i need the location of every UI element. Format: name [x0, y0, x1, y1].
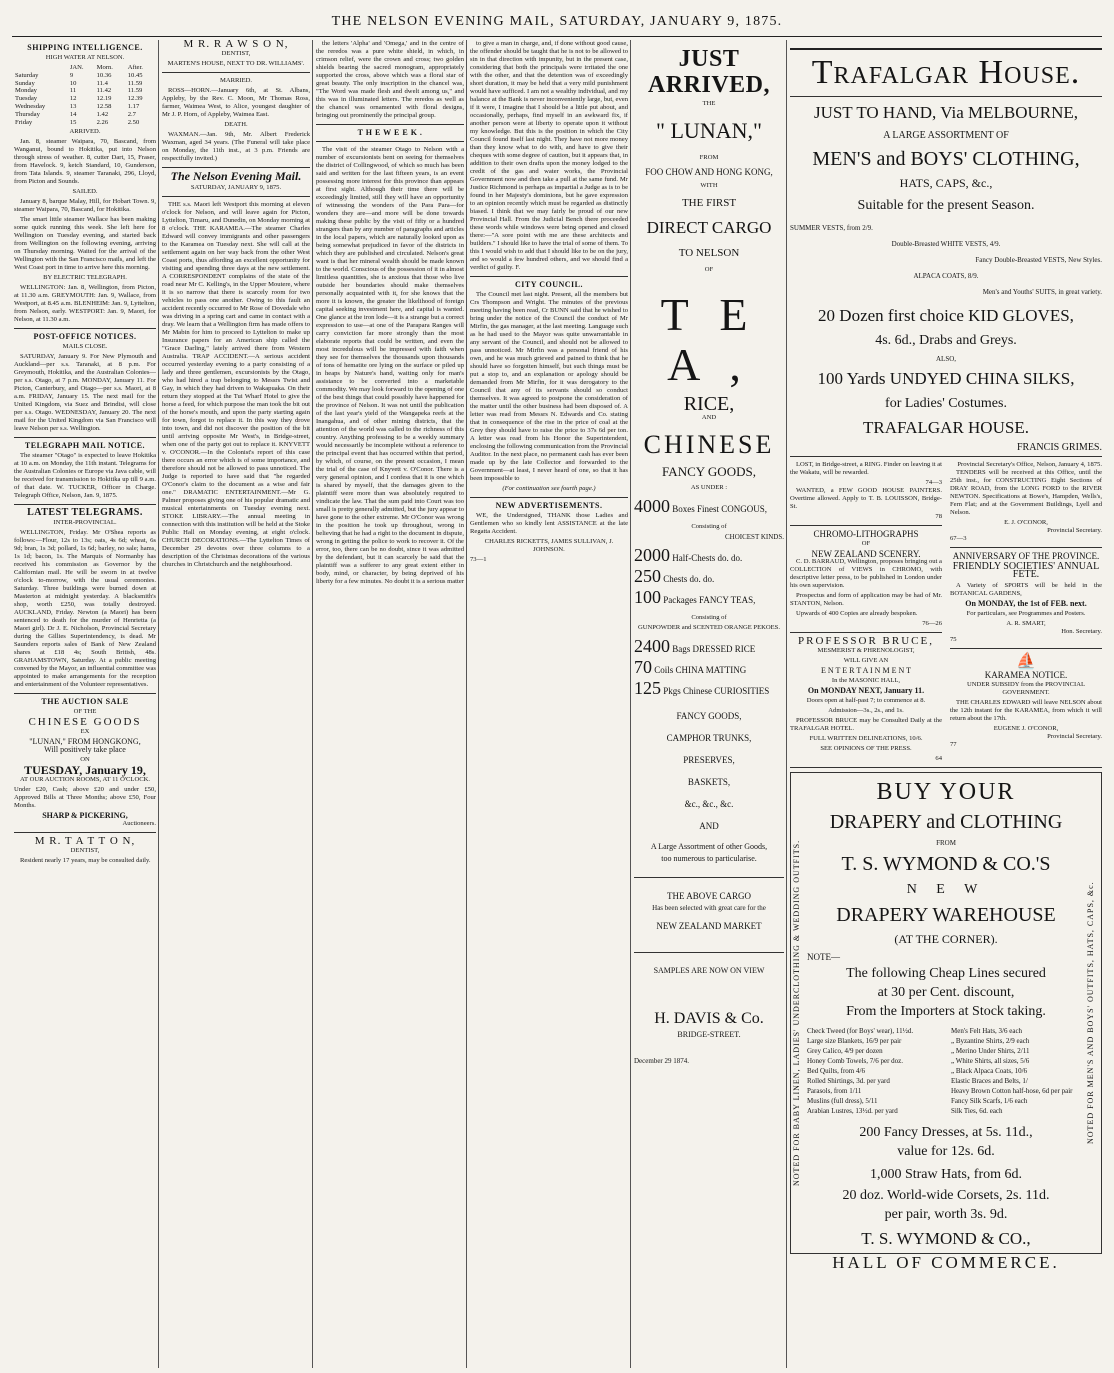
divider — [790, 96, 1102, 97]
thanks-signers: CHARLES RICKETTS, JAMES SULLIVAN, J. JOHNSON. — [484, 538, 614, 553]
column-shipping — [14, 40, 156, 1368]
city-council-heading: CITY COUNCIL. — [515, 280, 583, 289]
table-row: Sunday 10 11.4 11.59 — [15, 79, 143, 87]
wymond-list-right: Men's Felt Hats, 3/6 each „ Byzantine Shirts, 2/9 each „ Merino Under Shirts, 2/11 „ White Shirts, all sizes, 5/6 „ Black Alpaca Coats, 10/6 Elastic Braces and Belts, 1/ Heavy Brown Cotton half-hose, 6d per pair Fancy Silk Scarfs, 1/6 each Silk Ties, 6d. each — [951, 1027, 1073, 1115]
wymond-price-lists — [807, 1026, 1085, 1116]
chinese-heading: CHINESE — [643, 430, 775, 459]
latest-telegrams-heading: LATEST TELEGRAMS. — [27, 507, 143, 519]
column-local-news — [162, 40, 310, 1368]
sailed-heading: SAILED. — [72, 188, 98, 196]
column-city-council — [470, 40, 628, 1368]
shipping-heading: SHIPPING INTELLIGENCE. — [27, 43, 143, 52]
divider — [14, 693, 156, 694]
column-rule — [630, 40, 631, 1368]
married-heading: MARRIED. — [219, 77, 253, 84]
table-row: Saturday 9 10.36 10.45 — [15, 71, 143, 79]
high-water-heading: HIGH WATER AT NELSON. — [45, 54, 125, 61]
davis-firm-name: H. DAVIS & Co. — [654, 1010, 764, 1027]
masthead-rule — [12, 36, 1102, 37]
telegraph-heading: BY ELECTRIC TELEGRAPH. — [43, 274, 127, 282]
the-week-heading: T H E W E E K . — [357, 128, 423, 137]
direct-cargo-heading: DIRECT CARGO — [646, 218, 772, 237]
cargo-line: 2000 Half-Chests do. do. — [634, 545, 743, 565]
divider — [162, 72, 310, 73]
divider — [14, 832, 156, 833]
divider — [14, 328, 156, 329]
telegraph-text: WELLINGTON: Jan. 8, Wellington, from Picton, at 11.30 a.m. GREYMOUTH: Jan. 9, Wallace, from Westport, at 8.45 a.m. BLENHEIM: Jan. 9, Lyttelton, from Nelson, early. WESTPORT: Jan. 9, Maori, for Nelson, at 11.30 a.m. — [14, 284, 156, 324]
divider — [634, 877, 784, 878]
column-rule — [312, 40, 313, 1368]
small-ads-left: LOST, in Bridge-street, a RING. Finder on leaving it at the Wakatu, will be rewarded. 74—3 WANTED, a FEW GOOD HOUSE PAINTERS. Overtime allowed. Apply to T. B. LOUISSON, Bridge-St. 78 CHROMO-LITHOGRAPHS OF NEW ZEALAND SCENERY. C. D. BARRAUD, Wellington, proposes bringing out a COLLECTION of VIEWS in CHROMO, with descriptive letter press, to be published in London under his own supervision. Prospectus and form of application may be had of Mr. STANTON, Nelson. Upwards of 400 Copies are already bespoken. 76—26 PROFESSOR BRUCE, MESMERIST & PHRENOLOGIST, WILL GIVE AN E N T E R T A I N M E N T In the MASONIC HALL, On MONDAY NEXT, January 11. Doors open at half-past 7; to commence at 8. Admission—3s., 2s., and 1s. PROFESSOR BRUCE may be Consulted Daily at the TRAFALGAR HOTEL. FULL WRITTEN DELINEATIONS, 10/6. SEE OPINIONS OF THE PRESS. 64 — [790, 461, 943, 762]
wymond-side-text-left: NOTED FOR BABY LINEN, LADIES' UNDERCLOTHING & WEDDING OUTFITS. — [792, 839, 801, 1187]
the-week-text: The visit of the steamer Otago to Nelson with a number of excursionists bent on seeing for themselves the district of Collingwood, of which so much has been said and written for the last fifteen years, is an event possessing more interest for this province than appears at first sight. Although their time there will be exceedingly limited, still they will have an opportunity of witnessing the wonders of the Para Para—for wonders they are—and more will be done towards making these public by the visit of fifty or a hundred strangers than by any number of paragraphs and articles in the local papers, which are naturally looked upon as being somewhat prejudiced in favor of the districts in which they are published and circulated. Nelson's great want is that her mineral wealth should be made known to the world. Conscious of the possession of it in almost limitless quantities, she is anxious that those who live outside her boundaries should make themselves personally acquainted with it, for she knows that the more it is known, the greater the likelihood of foreign capital seeking investment here, and capital is wanted. One glance at the iron lode—it is a strange but a correct expression to use—at one of the Parapara Ranges will carry conviction far more strongly than the most elaborate reports that could be written, and even the most incredulous will be impressed with faith when they see for themselves the thousands upon thousands of tons of hematite ore lying on the surface or piled up in heaps by Nature's hand, waiting only for man's assistance to be converted into a marketable commodity. We may look forward to the opening of one of the best things that could possibly have happened for the province of Nelson. It was not until the publication of the last year's yield of the Wangapeka reefs at the Inangahua, and of other mining districts, that the attention of the world was called to the richness of this country. Anything professing to be a weekly summary would necessarily be incomplete without a reference to the principal event that has occurred within that period, by which, of course, on the present occasion, I mean the trial of the case of Knyvett v. O'Conor. There is a very general opinion, and I confess that it is one which is shared by myself, that the damages given to the plaintiff were more than was absolutely required to vindicate the law. That the sum paid into Court was too small is pretty generally admitted, but the jury appear to have gone to the other extreme. Mr O'Conor was wrong in the position he took up throughout, wrong in believing that he had a right to the document in dispute, wrong in getting the police to work to recover it. Of the error, too, there can be no doubt, since it was admitted by the defendant, but it can scarcely be said that the plaintiff was a sufferer to any great extent either in body, mind, or character, by being deprived of his liberty for a few minutes. No doubt it is a serious matter — [316, 146, 464, 585]
just-arrived-heading: JUST ARRIVED, — [647, 46, 770, 98]
thanks-ref: 73—1 — [470, 556, 487, 563]
divider — [470, 497, 628, 498]
table-row: Tuesday 12 12.19 12.39 — [15, 95, 143, 103]
thanks-notice: WE, the Undersigned, THANK those Ladies and Gentlemen who so kindly lent ASSISTANCE at the late Regatta Accident. — [470, 512, 628, 535]
post-office-heading: POST-OFFICE NOTICES. — [33, 332, 137, 342]
column-the-week — [316, 40, 464, 1368]
masthead — [0, 0, 1114, 40]
column-trafalgar-wymond: Trafalgar House. JUST TO HAND, Via MELBOURNE, A LARGE ASSORTMENT OF MEN'S and BOYS' CLOTHING, HATS, CAPS, &c., Suitable for the present Season. SUMMER VESTS, from 2/9. Double-Breasted WHITE VESTS, 4/9. Fancy Double-Breasted VESTS, New Styles. ALPACA COATS, 8/9. Men's and Youths' SUITS, in great variety. 20 Dozen first choice KID GLOVES, 4s. 6d., Drabs and Greys. ALSO, 100 Yards UNDYED CHINA SILKS, for Ladies' Costumes. TRAFALGAR HOUSE. FRANCIS GRIMES. LOST, in Bridge-street, a RING. Finder on leaving it at the Wakatu, will be rewarded. 74—3 WANTED, a FEW GOOD HOUSE PAINTERS. Overtime allowed. Apply to T. B. LOUISSON, Bridge-St. 78 CHROMO-LITHOGRAPHS OF NEW ZEALAND SCENERY. C. D. BARRAUD, Wellington, proposes bringing out a COLLECTION of VIEWS in CHROMO, with descriptive letter press, to be published in London under his own supervision. Prospectus and form of application may be had of Mr. STANTON, Nelson. Upwards of 400 Copies are already bespoken. 76—26 PROFESSOR BRUCE, MESMERIST & PHRENOLOGIST, WILL GIVE AN E N T E R T A I N M E N T In the MASONIC HALL, On MONDAY NEXT, January 11. Doors open at half-past 7; to commence at 8. Admission—3s., 2s., and 1s. PROFESSOR BRUCE may be Consulted Daily at the TRAFALGAR HOTEL. FULL WRITTEN DELINEATIONS, 10/6. SEE OPINIONS OF THE PRESS. 64 Provincial Secretary's Office, Nelson, January 4, 1875. TENDERS will be received at this Office, until the 25th inst., for CONSTRUCTING Eight Sections of DRAY ROAD, from the LONG FORD to the RIVER NEWTON. Specifications at Bowe's, Hampden, Wells's, Fern Flat; and at the Government Buildings, Lyell and Nelson. E. J. O'CONOR, Provincial Secretary. 67—3 ANNIVERSARY OF THE PROVINCE. FRIENDLY SOCIETIES' ANNUAL FETE. A Variety of SPORTS will be held in the BOTANICAL GARDENS, On MONDAY, the 1st of FEB. next. For particulars, see Programmes and Posters. A. R. SMART, Hon. Secretary. 75 ⛵ KARAMEA NOTICE. UNDER SUBSIDY from the PROVINCIAL GOVERNMENT. THE CHARLES EDWARD will leave NELSON about the 12th instant for the KARAMEA, from which it will return about the 17th. EUGENE J. O'CONOR, Provincial Secretary. 77 NOTED FOR BABY LINEN, LADIES' UNDERCLOTHING & WEDDING OUTFITS. NOTED FOR MEN'S AND BOYS' OUTFITS, HATS, CAPS, &c. BUY YOUR DRAPERY and CLOTHING FROM T. S. WYMOND & CO.'S N E W DRAPERY WAREHOUSE (AT THE CORNER). NOTE— The following Cheap Lines secured at 30 per Cent. discount, From the Importers at Stock taking. Check Tweed (for Boys' wear), 11½d. Large size Blankets, 16/9 per pair Grey Calico, 4/9 per dozen Honey Comb Towels, 7/6 per doz. Bed Quilts, from 4/6 Rolled Shirtings, 3d. per yard Parasols, from 1/11 Muslins (full dress), 5/11 Arabian Lustres, 13½d. per yard Men's Felt Hats, 3/6 each „ Byzantine Shirts, 2/9 each „ Merino Under Shirts, 2/11 „ White Shirts, all sizes, 5/6 „ Black Alpaca Coats, 10/6 Elastic Braces and Belts, 1/ Heavy Brown Cotton half-hose, 6d per pair Fancy Silk Scarfs, 1/6 each Silk Ties, 6d. each 200 Fancy Dresses, at 5s. 11d., value for 12s. 6d. 1,000 Straw Hats, from 6d. 20 doz. World-wide Corsets, 2s. 11d. per pair, worth 3s. 9d. T. S. WYMOND & CO., HALL OF COMMERCE. — [790, 40, 1102, 1368]
new-advertisements-heading: NEW ADVERTISEMENTS. — [495, 501, 603, 510]
wymond-firm-name: T. S. WYMOND & CO., — [861, 1229, 1031, 1248]
mens-boys-clothing: MEN'S and BOYS' CLOTHING, — [812, 148, 1080, 170]
church-decorations-continued: the letters 'Alpha' and 'Omega,' and in the centre of the reredos was a pure white shield, in which, in crimson relief, were the crown and cross; two golden shields bearing the sacred monogram, appropriately supported the cross, above which was a floral star of great beauty. The only inscription in the chancel was, "The Word was made flesh and dwelt among us," and this was in illuminated letters. The reredos as well as the chancel was ornamented with floral designs, bringing out prominently the principal group. — [316, 40, 464, 119]
ship-icon: ⛵ — [1016, 653, 1036, 670]
divider — [316, 141, 464, 142]
telegraph-mail-heading: TELEGRAPH MAIL NOTICE. — [24, 441, 146, 451]
table-row: Wednesday 13 12.58 1.17 — [15, 102, 140, 110]
inter-provincial-heading: INTER-PROVINCIAL. — [53, 519, 117, 527]
cargo-line: 4000 Boxes Finest CONGOUS, — [634, 496, 768, 516]
column-rule — [158, 40, 159, 1368]
divider — [790, 456, 1102, 457]
cargo-line: 250 Chests do. do. — [634, 566, 715, 586]
the-week-continued: to give a man in charge, and, if done without good cause, the offender should be taught that he is not to be allowed to sin in that direction with impunity, but in the present case, considering that both the principals were irritated the one with the other, and that the detention was of exceedingly short duration, it may be held that a very mild punishment would have sufficed. I am not a wealthy individual, and my balance at the Bank is never inconveniently large, but, even if it were, I imagine that I should be a little put about, and occasionally, perhaps, find myself in an awkward fix, if another person were at liberty to operate upon it without my knowledge. But this is the position in which the City Council found itself last night. They have not more money than they know what to do with, and have to give their cheques with some degree of caution, but it appears that, in addition to their own drafts upon the money lodged to the credit of the gas and water works, the Provincial Government now and then take a pull at the same fund. Mr Justice Richmond is perhaps as impartial a Judge as is to be found in her Majesty's dominions, but he gave expression to an opinion recently which must be regarded as distinctly biased. I think that we may fairly be proud of our new Provincial Hall. From the Judicial Bench there proceeded these words while windows were being opened and closed there:—"A sore point with me are these architects and builders." I should like to have the trial of some of them. To this I would wish to add that I should like to be on the jury, and so would a few hundred others, and we should find a verdict of guilty. F. — [470, 40, 628, 271]
cargo-line: 100 Packages FANCY TEAS, — [634, 587, 756, 607]
wymond-name: T. S. WYMOND & CO.'S — [841, 853, 1051, 875]
wymond-side-text-right: NOTED FOR MEN'S AND BOYS' OUTFITS, HATS, CAPS, &c. — [1086, 881, 1095, 1145]
divider — [162, 167, 310, 168]
cargo-line: 2400 Bags DRESSED RICE — [634, 636, 756, 656]
death-notice: WAXMAN.—Jan. 9th, Mr. Albert Frederick Waxman, aged 34 years. (The Funeral will take place on Monday, the 11th inst., at 3 p.m. Friends are respectfully invited.) — [162, 131, 310, 162]
wymond-list-left: Check Tweed (for Boys' wear), 11½d. Large size Blankets, 16/9 per pair Grey Calico, 4/9 per dozen Honey Comb Towels, 7/6 per doz. Bed Quilts, from 4/6 Rolled Shirtings, 3d. per yard Parasols, from 1/11 Muslins (full dress), 5/11 Arabian Lustres, 13½d. per yard — [807, 1027, 914, 1115]
wallace-paragraph: The smart little steamer Wallace has been making some quick running this week. She left here for Wellington on Tuesday evening, and started back from Wellington on the following evening, arriving on Thursday morning. Waited for the arrival of the Wellington with the San Francisco mails, and left the West Coast port in time to arrive here this morning. — [14, 216, 156, 272]
column-lunan-ad: JUST ARRIVED, THE " LUNAN," FROM FOO CHOW AND HONG KONG, WITH THE FIRST DIRECT CARGO TO NELSON OF T E A , RICE, AND CHINESE FANCY GOODS, AS UNDER : 4000 Boxes Finest CONGOUS, Consisting of CHOICEST KINDS. 2000 Half-Chests do. do. 250 Chests do. do. 100 Packages FANCY TEAS, Consisting of GUNPOWDER and SCENTED ORANGE PEKOES. 2400 Bags DRESSED RICE 70 Coils CHINA MATTING 125 Pkgs Chinese CURIOSITIES FANCY GOODS, CAMPHOR TRUNKS, PRESERVES, BASKETS, &c., &c., &c. AND A Large Assortment of other Goods, too numerous to particularise. THE ABOVE CARGO Has been selected with great care for the NEW ZEALAND MARKET SAMPLES ARE NOW ON VIEW H. DAVIS & Co. BRIDGE-STREET. December 29 1874. — [634, 46, 784, 1065]
telegraph-mail-text: The steamer "Otago" is expected to leave Hokitika at 10 a.m. on Monday, the 11th instant. Telegrams for the Australian Colonies or Europe via Java cable, will be received for transmission to Hokitika up till 9 a.m. of that date. W. TUCKER, Officer in Charge. Telegraph Office, Nelson, Jan. 9, 1875. — [14, 452, 156, 500]
cargo-line: 70 Coils CHINA MATTING — [634, 657, 747, 677]
divider — [162, 196, 310, 197]
table-row: Friday 15 2.26 2.50 — [15, 118, 140, 126]
divider — [790, 767, 1102, 768]
local-news-text: THE s.s. Maori left Westport this morning at eleven o'clock for Nelson, and will leave again for Picton, Lyttelton, Timaru, and Dunedin, on Monday morning at 8 o'clock. THE KARAMEA.—The steamer Charles Edward will convey immigrants and other passengers to the Karamea on Tuesday next. She will call at the settlement again on her way back from the other West Coast ports, thus affording an excellent opportunity for visiting and spending three days at the new settlement. A CORRESPONDENT complains of the state of the road near Mr C. Kelling's, in the Upper Moutere, where it is so narrow that there is scarcely room for two vehicles to pass one another. Owing to this fault an accident recently occurred to Mr Rose of Dovedale who was driving in a spring cart and came in contact with a dray. We learn that a Wellington firm has made offers to Mr Mabin for him to proceed to Lyttelton to make up Insurance papers for an American ship called the "Grace Darling," lately arrived there from Western Australia. TRAP ACCIDENT.—A serious accident occurred yesterday evening to a party consisting of a lady and three gentlemen, excursionists by the Otago, who had hired a trap belonging to Messrs Twist and Gay, in which they had driven to Wakapuaka. On their return they stopped at the Tui Wharf Hotel to give the horse a feed, for which purpose the man took the bit out of the horse's mouth, and upon the party starting again for town, forgot to replace it. In this way they drove into town, and did not discover the position of the bit until arriving opposite Mr West's, in Bridge-street, when one of the party got out to replace it. KNYVETT v. O'CONOR.—In the Colonist's report of this case there occurs an error which is of some importance, and therefore should not be allowed to pass unnoticed. The Judge is reported to have said that "he regarded O'Conor's claim to the document as a wise and fair one." DRAMATIC ENTERTAINMENT.—Mr G. Palmer proposes giving one of his popular dramatic and musical entertainments on Tuesday evening next. STOKE LIBRARY.—The annual meeting in connection with this institution will be held at the Stoke Public Hall on Monday evening, at eight o'clock. CHURCH DECORATIONS.—The Lyttelton Times of December 29 devotes over three columns to a description of the Christmas decorations of the various churches in Christchurch and the neighbourhood. — [162, 201, 310, 568]
inter-provincial-text: WELLINGTON, Friday. Mr O'Shea reports as follows:—Flour, 12s to 13s; oats, 4s 6d; wheat, 6s 9d; bran, 1s 3d; pollard, 1s 6d; barley, no sale; hams, 1s 1d; bacon, 1s. The Marquis of Normanby has received his commission as Governor by the Californian mail. He will be sworn in at twelve o'clock to-morrow, with the usual ceremonies. Saturday. Three buildings were burned down at Masterton at midnight yesterday. A blacksmith's shop, worth £250, was totally destroyed. AUCKLAND, Friday. Newton (a Maori) has been sentenced to death for the murder of Henrietta (a Maori girl). Dr J. E. Nicholson, Provincial Secretary during the Gillies Superintendency, is dead. Mr Saunders reports sales of Bank of New Zealand shares at £18 4s; South British, 48s. GRAHAMSTOWN, Saturday. At a public meeting convened by the Mayor, an influential committee was appointed to make arrangements for the reception and entertainment of the Volunteer representatives. — [14, 529, 156, 689]
continuation-note: (For continuation see fourth page.) — [502, 485, 596, 492]
divider — [14, 437, 156, 438]
tatton-ad: M R. T A T T O N, DENTIST, Resident nearly 17 years, may be consulted daily. — [20, 835, 151, 865]
rawson-ad: M R. R A W S O N, DENTIST, MARTEN'S HOUSE, NEXT TO DR. WILLIAMS'. — [167, 40, 305, 67]
column-rule — [466, 40, 467, 1368]
cargo-line: 125 Pkgs Chinese CURIOSITIES — [634, 678, 770, 698]
tide-table — [14, 64, 156, 126]
lunan-ship-name: " LUNAN," — [656, 118, 762, 143]
paper-title: The Nelson Evening Mail. — [170, 169, 302, 183]
arrived-heading: ARRIVED. — [69, 128, 101, 136]
newspaper-masthead-title: THE NELSON EVENING MAIL, SATURDAY, JANUARY 9, 1875. — [331, 14, 783, 29]
divider — [470, 276, 628, 277]
paper-date: SATURDAY, JANUARY 9, 1875. — [190, 184, 282, 191]
mails-close-heading: MAILS CLOSE. — [62, 343, 108, 351]
table-row: Monday 11 11.42 11.59 — [15, 87, 143, 95]
table-row: Thursday 14 1.42 2.7 — [15, 110, 136, 118]
married-notice: ROSS—HORN.—January 6th, at St. Albans, Appleby, by the Rev. C. Moon, Mr Thomas Ross, farmer, Waimea West, to Alice, youngest daughter of Mr J. P. Horn, of Appleby, Waimea East. — [162, 87, 310, 118]
wymond-ad: NOTED FOR BABY LINEN, LADIES' UNDERCLOTHING & WEDDING OUTFITS. NOTED FOR MEN'S AND BOYS' OUTFITS, HATS, CAPS, &c. BUY YOUR DRAPERY and CLOTHING FROM T. S. WYMOND & CO.'S N E W DRAPERY WAREHOUSE (AT THE CORNER). NOTE— The following Cheap Lines secured at 30 per Cent. discount, From the Importers at Stock taking. Check Tweed (for Boys' wear), 11½d. Large size Blankets, 16/9 per pair Grey Calico, 4/9 per dozen Honey Comb Towels, 7/6 per doz. Bed Quilts, from 4/6 Rolled Shirtings, 3d. per yard Parasols, from 1/11 Muslins (full dress), 5/11 Arabian Lustres, 13½d. per yard Men's Felt Hats, 3/6 each „ Byzantine Shirts, 2/9 each „ Merino Under Shirts, 2/11 „ White Shirts, all sizes, 5/6 „ Black Alpaca Coats, 10/6 Elastic Braces and Belts, 1/ Heavy Brown Cotton half-hose, 6d per pair Fancy Silk Scarfs, 1/6 each Silk Ties, 6d. each 200 Fancy Dresses, at 5s. 11d., value for 12s. 6d. 1,000 Straw Hats, from 6d. 20 doz. World-wide Corsets, 2s. 11d. per pair, worth 3s. 9d. T. S. WYMOND & CO., HALL OF COMMERCE. — [790, 772, 1102, 1254]
tea-heading: T E A , — [660, 289, 758, 390]
auction-ad: THE AUCTION SALE OF THE CHINESE GOODS EX "LUNAN," FROM HONGKONG, Will positively take place ON TUESDAY, January 19, AT OUR AUCTION ROOMS, AT 11 O'CLOCK. Under £20, Cash; above £20 and under £50, Approved Bills at Three Months; above £50, Four Months. SHARP & PICKERING, Auctioneers. — [14, 697, 156, 828]
post-office-text: SATURDAY, January 9. For New Plymouth and Auckland—per s.s. Taranaki, at 8 p.m. For Greymouth, Hokitika, and the Australian Colonies—per s.s. Otago, at 7 p.m. MONDAY, January 11. For Picton, Canterbury, and Otago—per s.s. Maori, at 8 a.m. FRIDAY, January 15. The next mail for the United Kingdom, via Suez and Brindisi, will close per s.s. Otago. WEDNESDAY, January 20. The next mail for the United Kingdom via San Francisco will leave Nelson per s.s. Wellington. — [14, 353, 156, 433]
sailed-text: January 8, barque Malay, Hill, for Hobart Town. 9, steamer Waipara, 70, Bascand, for Hokitika. — [14, 198, 156, 214]
city-council-text: The Council met last night. Present, all the members but Crs Thompson and Wright. The minutes of the previous meeting having been read, Cr BUNN said that he wished to bring under the notice of the Council the conduct of Mr Mirfin, the gas manager, at the last meeting. Language such as he had used to the Mayor was quite unwarrantable in any servant of the Council, and should not be allowed to pass unnoticed. Mr Mirfin was a personal friend of his own, and he was much grieved and pained to think that he should have so forgotten himself, but such things must be put a stop to, and an explanation or apology should be demanded from Mr Mirfin, for it was derogatory to the Council that any of its servants should so conduct themselves. It was agreed to postpone the consideration of the matter until the other business had been disposed of. A letter was read from Messrs N. Edwards and Co. stating that in consequence of the rise in the price of coal at the Grey they should have to raise the price to 37s 6d per ton. A letter was read from his Honor the Superintendent, enclosing the following communication from the Provincial Auditor. In the next place, no permanent cash has ever been made up by the late Collector and forwarded to the Government—at least, I never heard of one, so that it has been impossible to — [470, 291, 628, 482]
tide-header-row: JAN. Morn. After. — [69, 64, 143, 71]
column-rule — [786, 40, 787, 1368]
divider — [14, 504, 156, 505]
small-ads-grid — [790, 461, 1102, 763]
trafalgar-house-heading: Trafalgar House. — [790, 48, 1102, 92]
divider — [634, 952, 784, 953]
death-heading: DEATH. — [224, 121, 248, 128]
small-ads-right: Provincial Secretary's Office, Nelson, January 4, 1875. TENDERS will be received at this Office, until the 25th inst., for CONSTRUCTING Eight Sections of DRAY ROAD, from the LONG FORD to the RIVER NEWTON. Specifications at Bowe's, Hampden, Wells's, Fern Flat; and at the Government Buildings, Lyell and Nelson. E. J. O'CONOR, Provincial Secretary. 67—3 ANNIVERSARY OF THE PROVINCE. FRIENDLY SOCIETIES' ANNUAL FETE. A Variety of SPORTS will be held in the BOTANICAL GARDENS, On MONDAY, the 1st of FEB. next. For particulars, see Programmes and Posters. A. R. SMART, Hon. Secretary. 75 ⛵ KARAMEA NOTICE. UNDER SUBSIDY from the PROVINCIAL GOVERNMENT. THE CHARLES EDWARD will leave NELSON about the 12th instant for the KARAMEA, from which it will return about the 17th. EUGENE J. O'CONOR, Provincial Secretary. 77 — [950, 461, 1102, 748]
arrived-text: Jan. 8, steamer Waipara, 70, Bascand, from Wanganui, bound to Hokitika, put into Nelson through stress of weather. 8, cutter Dart, 15, Fraser, from Havelock. 9, ketch Standard, 10, Gunderson, from Tata Islands. 9, steamer Taranaki, 296, Lloyd, from Picton and Sounds. — [14, 138, 156, 186]
divider — [316, 124, 464, 125]
